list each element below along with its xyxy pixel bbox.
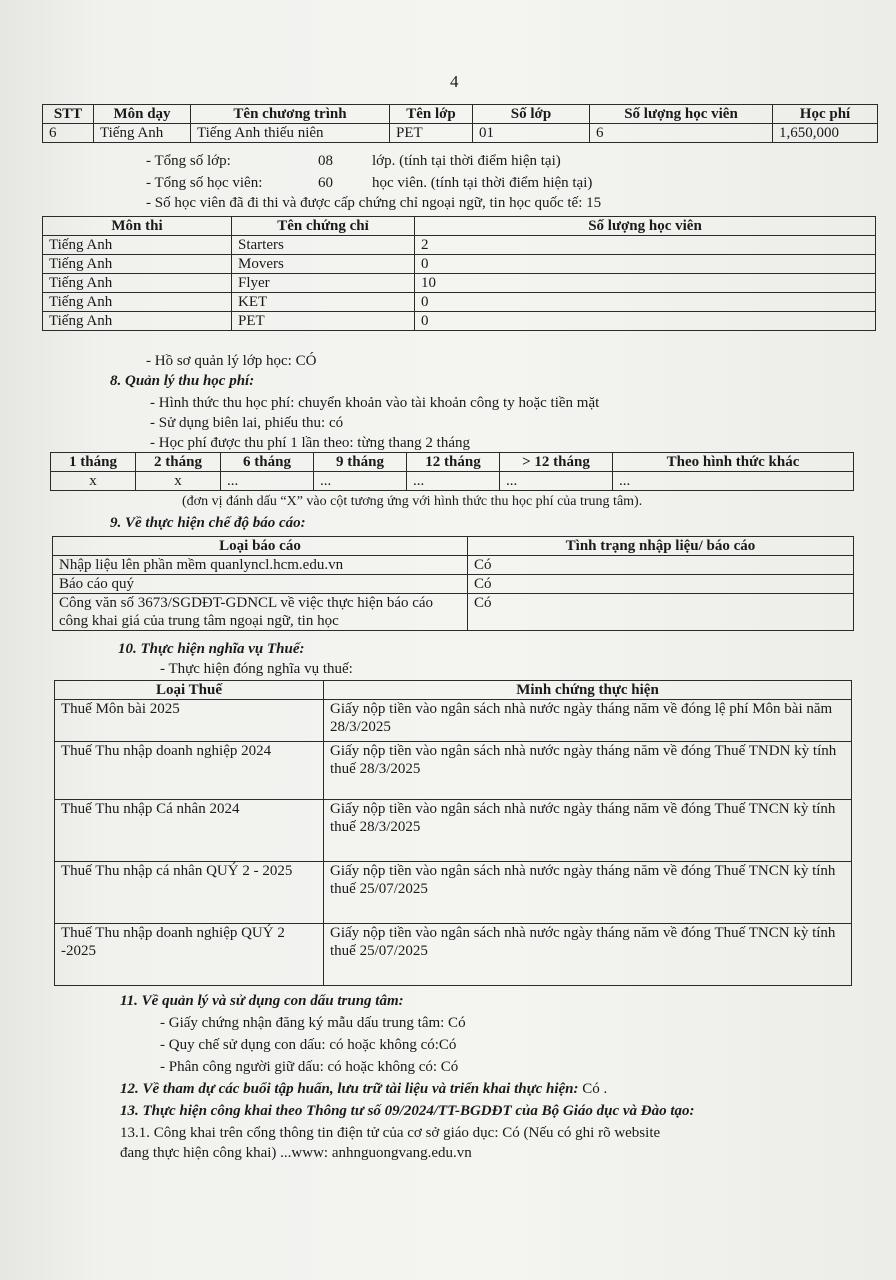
- section-8-line: - Hình thức thu học phí: chuyển khoản vào tài khoản công ty hoặc tiền mặt: [150, 395, 600, 411]
- table-cell: 0: [415, 312, 876, 331]
- col-header: 12 tháng: [407, 453, 500, 472]
- table-header-row: [55, 681, 852, 700]
- col-header: 9 tháng: [314, 453, 407, 472]
- table-cell: 2: [415, 236, 876, 255]
- table-row: [43, 312, 876, 331]
- col-header: Tình trạng nhập liệu/ báo cáo: [468, 537, 854, 556]
- report-table: [52, 536, 854, 631]
- section-8-line: - Sử dụng biên lai, phiếu thu: có: [150, 415, 344, 431]
- table-cell: Thuế Môn bài 2025: [55, 700, 324, 742]
- table-cell: x: [51, 472, 136, 491]
- page-number: 4: [450, 72, 459, 91]
- col-header: Minh chứng thực hiện: [324, 681, 852, 700]
- table-cell: Flyer: [232, 274, 415, 293]
- table-header-row: [43, 105, 878, 124]
- col-header: Học phí: [773, 105, 878, 124]
- col-header: Tên chương trình: [191, 105, 390, 124]
- table-cell: Có: [468, 594, 854, 631]
- table-cell: PET: [390, 124, 473, 143]
- table-row: [55, 800, 852, 862]
- total-classes-line: [146, 152, 561, 171]
- table-cell: x: [136, 472, 221, 491]
- table-header-row: [43, 217, 876, 236]
- col-header: Số lớp: [473, 105, 590, 124]
- col-header: Số lượng học viên: [590, 105, 773, 124]
- table-cell: Nhập liệu lên phần mềm quanlyncl.hcm.edu.vn: [53, 556, 468, 575]
- table-cell: Tiếng Anh: [43, 312, 232, 331]
- table-cell: Thuế Thu nhập cá nhân QUÝ 2 - 2025: [55, 862, 324, 924]
- col-header: STT: [43, 105, 94, 124]
- col-header: Môn dạy: [94, 105, 191, 124]
- col-header: > 12 tháng: [500, 453, 613, 472]
- table-row: [55, 862, 852, 924]
- col-header: Môn thi: [43, 217, 232, 236]
- table-row: [55, 924, 852, 986]
- table-cell: Có: [468, 575, 854, 594]
- col-header: 1 tháng: [51, 453, 136, 472]
- col-header: Loại Thuế: [55, 681, 324, 700]
- table-cell: Giấy nộp tiền vào ngân sách nhà nước ngày tháng năm về đóng Thuế TNCN kỳ tính thuế 28/3/2025: [324, 800, 852, 862]
- table-cell: Thuế Thu nhập Cá nhân 2024: [55, 800, 324, 862]
- table-cell: ...: [613, 472, 854, 491]
- table-row: [55, 700, 852, 742]
- col-header: Loại báo cáo: [53, 537, 468, 556]
- table-header-row: [51, 453, 854, 472]
- table-cell: 0: [415, 293, 876, 312]
- col-header: Theo hình thức khác: [613, 453, 854, 472]
- col-header: Tên lớp: [390, 105, 473, 124]
- table-row: [43, 293, 876, 312]
- section-11-line: - Phân công người giữ dấu: có hoặc không có: Có: [160, 1059, 459, 1075]
- table-cell: Tiếng Anh: [43, 255, 232, 274]
- col-header: Tên chứng chỉ: [232, 217, 415, 236]
- table-cell: Công văn số 3673/SGDĐT-GDNCL về việc thực hiện báo cáo công khai giá của trung tâm ngoại ngữ, tin học: [53, 594, 468, 631]
- tax-table: [54, 680, 852, 986]
- table-cell: 10: [415, 274, 876, 293]
- section-8-line: - Học phí được thu phí 1 lần theo: từng thang 2 tháng: [150, 435, 470, 451]
- table-cell: KET: [232, 293, 415, 312]
- fee-table-note: (đơn vị đánh dấu “X” vào cột tương ứng với hình thức thu học phí của trung tâm).: [182, 494, 643, 509]
- table-cell: Giấy nộp tiền vào ngân sách nhà nước ngày tháng năm về đóng Thuế TNCN kỳ tính thuế 25/07/2025: [324, 862, 852, 924]
- col-header: Số lượng học viên: [415, 217, 876, 236]
- class-records-line: - Hồ sơ quản lý lớp học: CÓ: [146, 353, 317, 369]
- table-row: [55, 742, 852, 800]
- table-row: [43, 236, 876, 255]
- table-cell: ...: [221, 472, 314, 491]
- table-cell: ...: [314, 472, 407, 491]
- section-11-line: - Quy chế sử dụng con dấu: có hoặc không có:Có: [160, 1037, 457, 1053]
- section-11-line: - Giấy chứng nhận đăng ký mẫu dấu trung tâm: Có: [160, 1015, 466, 1031]
- section-12-title: 12. Về tham dự các buổi tập huấn, lưu trữ tài liệu và triển khai thực hiện:: [120, 1081, 579, 1097]
- section-8-title: 8. Quản lý thu học phí:: [110, 373, 255, 389]
- section-10-subline: - Thực hiện đóng nghĩa vụ thuế:: [160, 661, 353, 677]
- table-cell: Tiếng Anh: [43, 274, 232, 293]
- table-cell: ...: [500, 472, 613, 491]
- total-students-label: - Tổng số học viên:: [146, 175, 263, 191]
- table-cell: 0: [415, 255, 876, 274]
- table-cell: PET: [232, 312, 415, 331]
- table-cell: Giấy nộp tiền vào ngân sách nhà nước ngày tháng năm về đóng Thuế TNCN kỳ tính thuế 25/07/2025: [324, 924, 852, 986]
- section-11-title: 11. Về quản lý và sử dụng con dấu trung tâm:: [120, 993, 404, 1009]
- section-9-title: 9. Về thực hiện chế độ báo cáo:: [110, 515, 306, 531]
- table-row: [43, 124, 878, 143]
- section-13-line: đang thực hiện công khai) ...www: anhnguongvang.edu.vn: [120, 1145, 472, 1161]
- col-header: 6 tháng: [221, 453, 314, 472]
- section-10-title: 10. Thực hiện nghĩa vụ Thuế:: [118, 641, 305, 657]
- table-cell: Tiếng Anh thiếu niên: [191, 124, 390, 143]
- total-students-value: 60: [318, 175, 333, 191]
- table-cell: Có: [468, 556, 854, 575]
- section-12-line: [120, 1080, 607, 1099]
- table-cell: Giấy nộp tiền vào ngân sách nhà nước ngày tháng năm về đóng lệ phí Môn bài năm 28/3/2025: [324, 700, 852, 742]
- section-13-title: 13. Thực hiện công khai theo Thông tư số 09/2024/TT-BGDĐT của Bộ Giáo dục và Đào tạo:: [120, 1103, 695, 1119]
- section-12-value: Có .: [582, 1081, 608, 1097]
- table-row: [43, 274, 876, 293]
- table-cell: Starters: [232, 236, 415, 255]
- table-cell: Giấy nộp tiền vào ngân sách nhà nước ngày tháng năm về đóng Thuế TNDN kỳ tính thuế 28/3/2025: [324, 742, 852, 800]
- table-cell: Tiếng Anh: [43, 293, 232, 312]
- table-row: [43, 255, 876, 274]
- total-classes-label: - Tổng số lớp:: [146, 153, 231, 169]
- table-cell: 6: [43, 124, 94, 143]
- total-students-note: học viên. (tính tại thời điểm hiện tại): [372, 175, 593, 191]
- table-cell: Báo cáo quý: [53, 575, 468, 594]
- table-cell: ...: [407, 472, 500, 491]
- table-cell: 01: [473, 124, 590, 143]
- section-13-line: 13.1. Công khai trên cổng thông tin điện tử của cơ sở giáo dục: Có (Nếu có ghi rõ website: [120, 1125, 661, 1141]
- col-header: 2 tháng: [136, 453, 221, 472]
- total-classes-note: lớp. (tính tại thời điểm hiện tại): [372, 153, 561, 169]
- table-row: [53, 575, 854, 594]
- table-cell: 1,650,000: [773, 124, 878, 143]
- certificate-table: [42, 216, 876, 331]
- table-header-row: [53, 537, 854, 556]
- table-cell: Tiếng Anh: [94, 124, 191, 143]
- table-cell: Thuế Thu nhập doanh nghiệp 2024: [55, 742, 324, 800]
- table-row: [53, 556, 854, 575]
- table-row: [53, 594, 854, 631]
- total-classes-value: 08: [318, 153, 333, 169]
- table-row: [51, 472, 854, 491]
- classes-table: [42, 104, 878, 143]
- table-cell: Movers: [232, 255, 415, 274]
- total-students-line: [146, 174, 593, 193]
- certified-students-line: - Số học viên đã đi thi và được cấp chứng chỉ ngoại ngữ, tin học quốc tế: 15: [146, 195, 602, 211]
- table-cell: Thuế Thu nhập doanh nghiệp QUÝ 2 -2025: [55, 924, 324, 986]
- table-cell: 6: [590, 124, 773, 143]
- fee-frequency-table: [50, 452, 854, 491]
- table-cell: Tiếng Anh: [43, 236, 232, 255]
